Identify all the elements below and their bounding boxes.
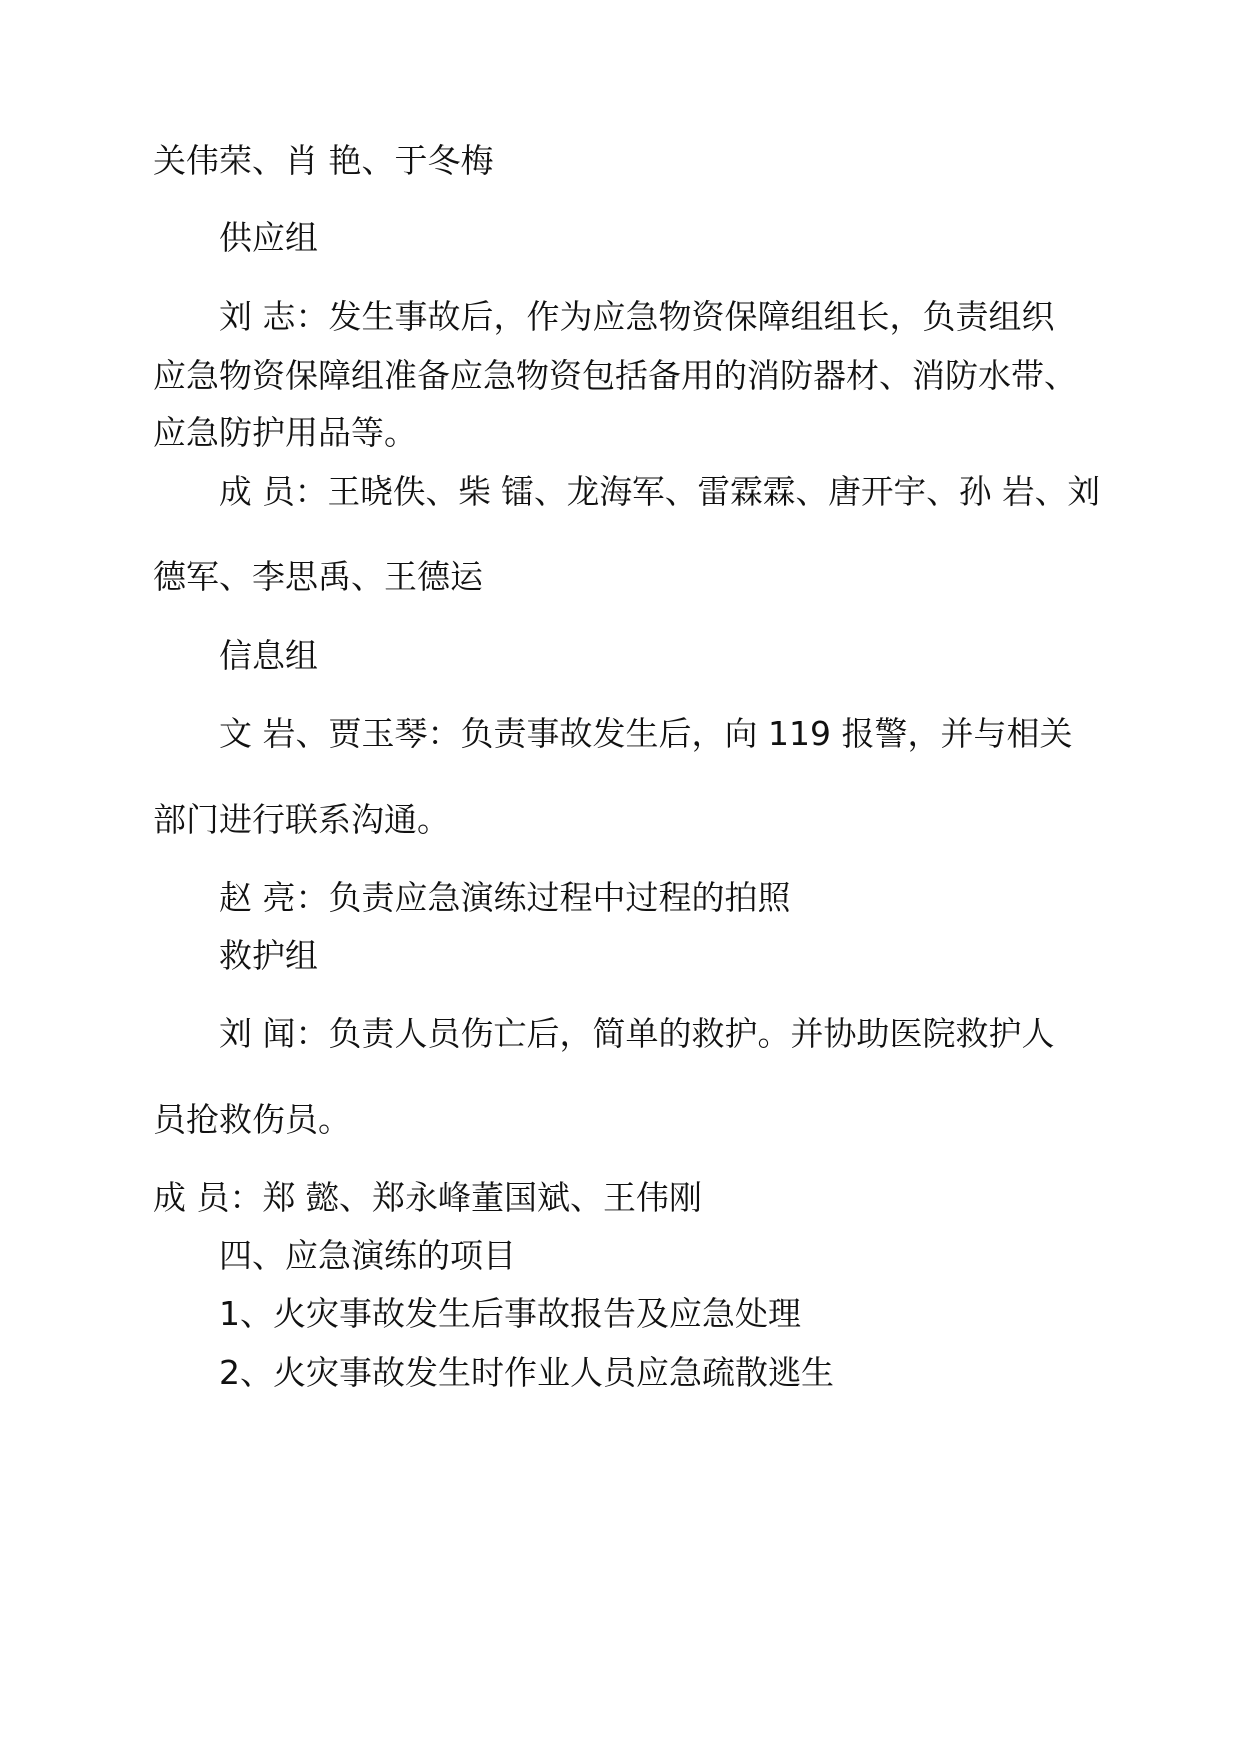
rescue-leader-paragraph-line-2: 员抢救伤员。: [153, 1100, 351, 1139]
info-leader-paragraph-line-2: 部门进行联系沟通。: [153, 800, 450, 839]
drill-item-1: 1、火灾事故发生后事故报告及应急处理: [219, 1294, 801, 1333]
supply-leader-paragraph-line-1: 刘 志：发生事故后，作为应急物资保障组组长，负责组织: [219, 297, 1055, 336]
supply-members-line-2: 德军、李思禹、王德运: [153, 557, 483, 596]
section-four-heading: 四、应急演练的项目: [219, 1236, 516, 1275]
supply-group-heading: 供应组: [219, 218, 318, 257]
supply-leader-paragraph-line-2: 应急物资保障组准备应急物资包括备用的消防器材、消防水带、: [153, 356, 1077, 395]
supply-members-line-1: 成 员：王晓佚、柴 镭、龙海军、雷霖霖、唐开宇、孙 岩、刘: [219, 472, 1101, 511]
photographer-line: 赵 亮：负责应急演练过程中过程的拍照: [219, 878, 791, 917]
rescue-members-line: 成 员：郑 懿、郑永峰董国斌、王伟刚: [153, 1178, 702, 1217]
rescue-group-heading: 救护组: [219, 936, 318, 975]
rescue-leader-paragraph-line-1: 刘 闻：负责人员伤亡后，简单的救护。并协助医院救护人: [219, 1014, 1055, 1053]
info-leader-paragraph-line-1: 文 岩、贾玉琴：负责事故发生后，向 119 报警，并与相关: [219, 714, 1073, 753]
members-continuation-line: 关伟荣、肖 艳、于冬梅: [153, 141, 494, 180]
drill-item-2: 2、火灾事故发生时作业人员应急疏散逃生: [219, 1353, 834, 1392]
supply-leader-paragraph-line-3: 应急防护用品等。: [153, 413, 417, 452]
info-group-heading: 信息组: [219, 636, 318, 675]
